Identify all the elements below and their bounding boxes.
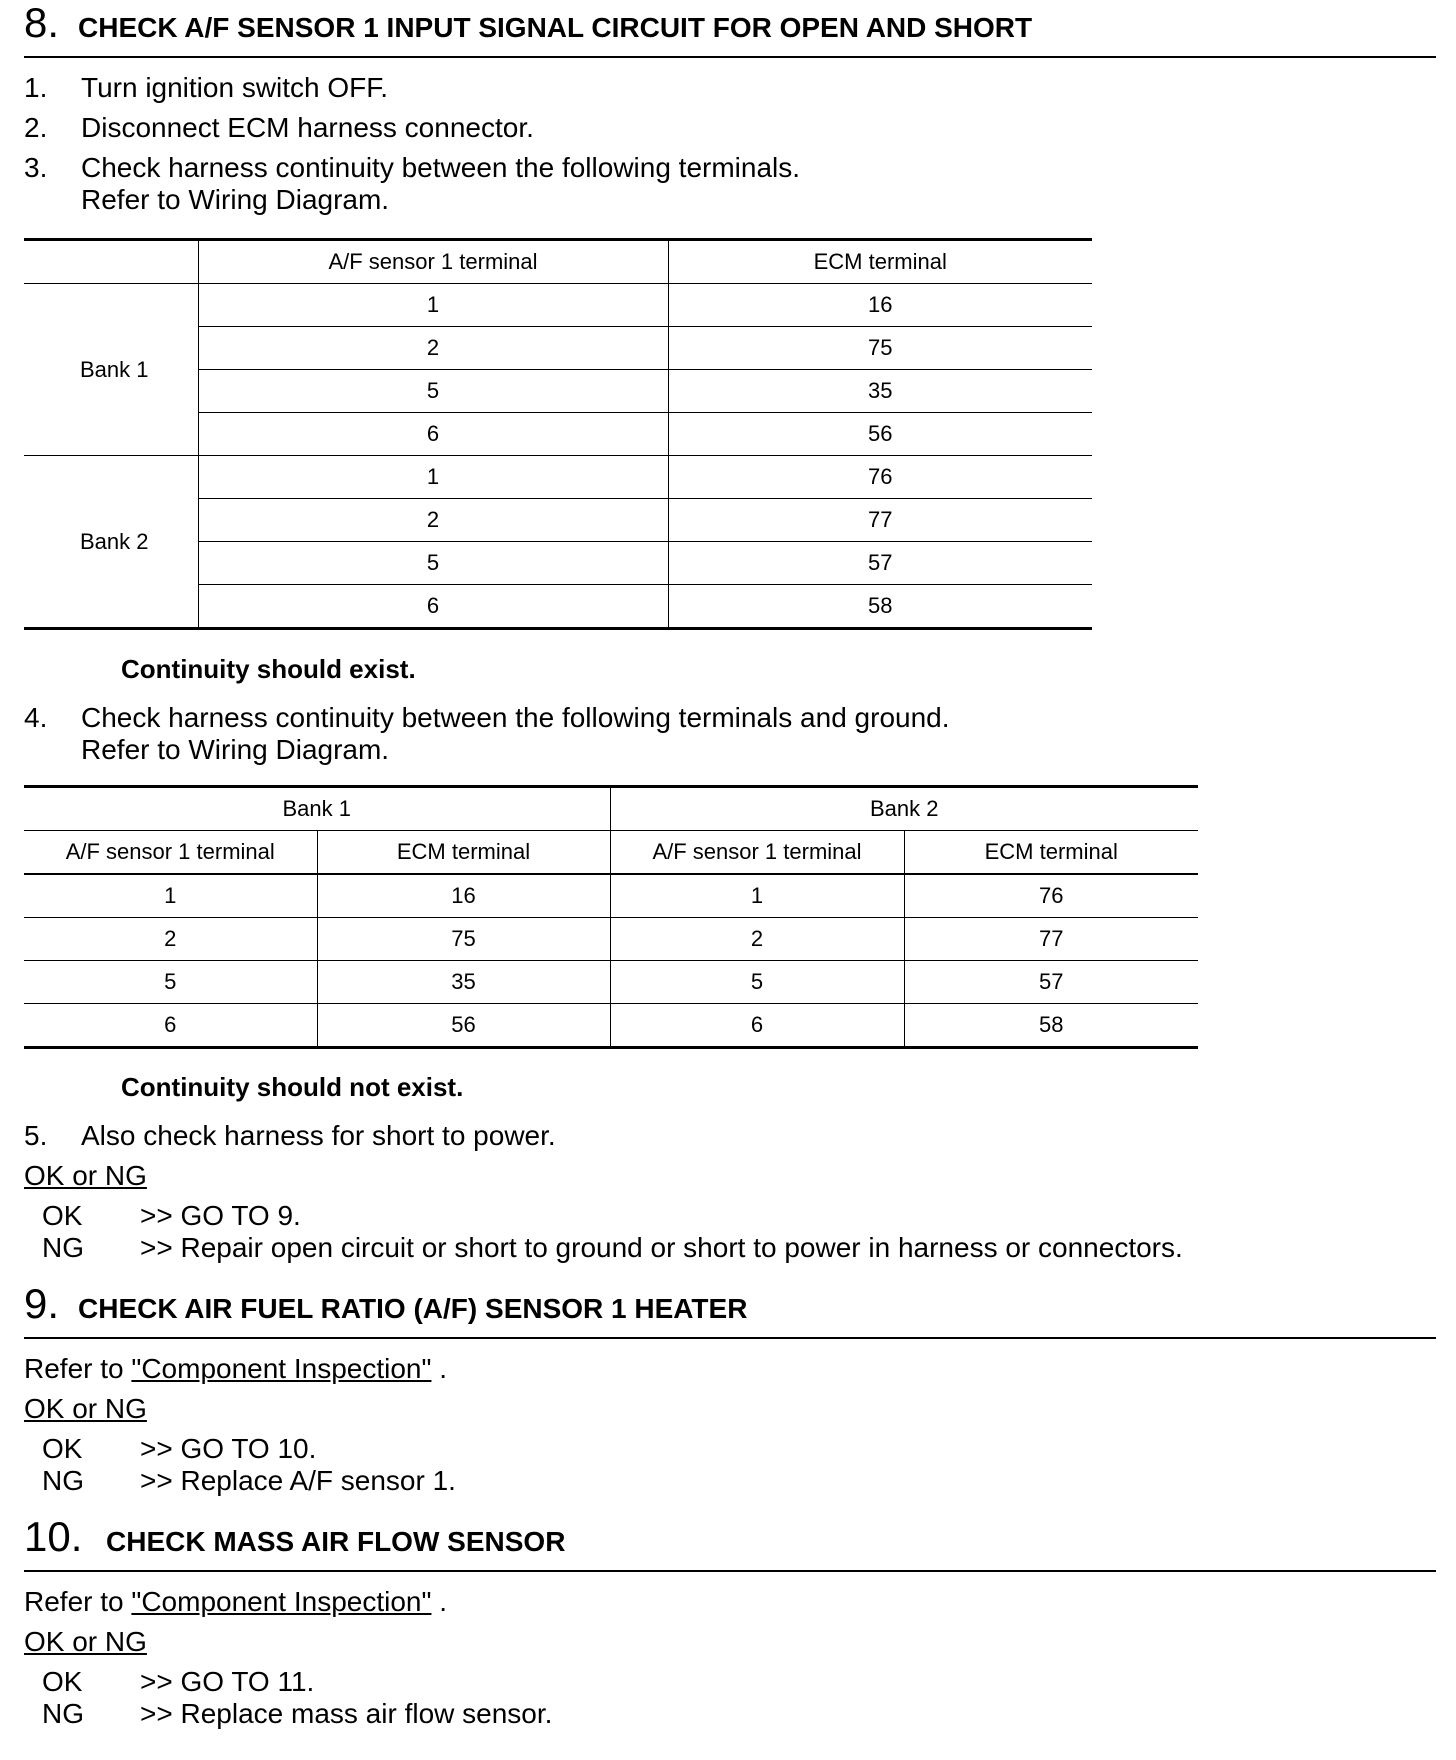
section-number: 8. [24, 0, 60, 46]
ng-label: NG [42, 1232, 84, 1263]
table-row [24, 1004, 1198, 1048]
table-header-cell: A/F sensor 1 terminal [198, 240, 668, 284]
refer-suffix: . [431, 1586, 448, 1617]
table-cell: 76 [668, 456, 1092, 499]
component-inspection-link[interactable]: "Component Inspection" [131, 1586, 432, 1617]
table-cell: 58 [904, 1004, 1198, 1048]
refer-suffix: . [431, 1353, 448, 1384]
table-cell: 1 [198, 456, 668, 499]
table-header-cell: A/F sensor 1 terminal [24, 831, 317, 875]
table-header-row [24, 831, 1198, 875]
table-cell: 6 [198, 585, 668, 629]
section-title: CHECK A/F SENSOR 1 INPUT SIGNAL CIRCUIT FOR OPEN AND SHORT [78, 12, 1033, 43]
step-text: Check harness continuity between the following terminals and ground. [81, 702, 950, 733]
ng-action: >> Replace A/F sensor 1. [140, 1465, 456, 1496]
table-header-cell [24, 240, 198, 284]
step-subtext: Refer to Wiring Diagram. [81, 734, 390, 765]
table-cell: 77 [904, 918, 1198, 961]
table-cell: 6 [610, 1004, 904, 1048]
table-header-cell: ECM terminal [668, 240, 1092, 284]
refer-prefix: Refer to [24, 1586, 124, 1617]
refer-line [24, 1586, 447, 1618]
table-cell: 76 [904, 874, 1198, 918]
table-cell: 58 [668, 585, 1092, 629]
result-note: Continuity should not exist. [121, 1072, 464, 1102]
table-cell: 2 [610, 918, 904, 961]
table-cell: 1 [610, 874, 904, 918]
ok-action: >> GO TO 11. [140, 1666, 315, 1697]
table-cell: 57 [904, 961, 1198, 1004]
result-note: Continuity should exist. [121, 654, 416, 684]
ok-action: >> GO TO 9. [140, 1200, 301, 1231]
component-inspection-link[interactable]: "Component Inspection" [131, 1353, 432, 1384]
table-cell: 2 [198, 327, 668, 370]
table-cell: 56 [317, 1004, 610, 1048]
table-cell: 6 [24, 1004, 317, 1048]
table-cell: 2 [198, 499, 668, 542]
refer-line [24, 1353, 447, 1385]
table-header-cell: ECM terminal [904, 831, 1198, 875]
section-number: 10. [24, 1513, 83, 1560]
section-number: 9. [24, 1280, 60, 1327]
table-group-header: Bank 1 [24, 787, 610, 831]
table-cell: 5 [198, 370, 668, 413]
table-cell: 1 [24, 874, 317, 918]
section-9-heading [24, 1281, 1436, 1339]
continuity-table [24, 238, 1092, 630]
bank-label: Bank 2 [24, 456, 198, 629]
table-cell: 2 [24, 918, 317, 961]
step-number: 3. [24, 152, 48, 183]
step-number: 5. [24, 1120, 48, 1151]
ok-label: OK [42, 1666, 83, 1697]
table-cell: 5 [610, 961, 904, 1004]
table-cell: 75 [668, 327, 1092, 370]
ng-label: NG [42, 1465, 84, 1496]
step-text: Disconnect ECM harness connector. [81, 112, 534, 143]
section-10-heading [24, 1514, 1436, 1572]
ok-or-ng-label: OK or NG [24, 1160, 147, 1191]
step-number: 4. [24, 702, 48, 733]
step-text: Also check harness for short to power. [81, 1120, 556, 1151]
table-cell: 1 [198, 284, 668, 327]
step-text: Turn ignition switch OFF. [81, 72, 389, 103]
ng-action: >> Repair open circuit or short to ground or short to power in harness or connectors. [140, 1232, 1183, 1263]
table-row [24, 284, 1092, 327]
table-row [24, 918, 1198, 961]
table-row [24, 456, 1092, 499]
table-cell: 75 [317, 918, 610, 961]
table-cell: 5 [198, 542, 668, 585]
table-row [24, 961, 1198, 1004]
table-header-cell: ECM terminal [317, 831, 610, 875]
table-cell: 56 [668, 413, 1092, 456]
table-cell: 5 [24, 961, 317, 1004]
ng-action: >> Replace mass air flow sensor. [140, 1698, 553, 1729]
table-group-header: Bank 2 [610, 787, 1198, 831]
table-cell: 16 [668, 284, 1092, 327]
step-number: 1. [24, 72, 48, 103]
ok-label: OK [42, 1200, 83, 1231]
bank-label: Bank 1 [24, 284, 198, 456]
table-header-row [24, 240, 1092, 284]
table-header-cell: A/F sensor 1 terminal [610, 831, 904, 875]
ng-label: NG [42, 1698, 84, 1729]
ok-or-ng-label: OK or NG [24, 1626, 147, 1657]
ok-label: OK [42, 1433, 83, 1464]
ok-or-ng-label: OK or NG [24, 1393, 147, 1424]
table-cell: 16 [317, 874, 610, 918]
step-subtext: Refer to Wiring Diagram. [81, 184, 390, 215]
step-number: 2. [24, 112, 48, 143]
section-title: CHECK MASS AIR FLOW SENSOR [106, 1526, 566, 1557]
table-row [24, 874, 1198, 918]
table-cell: 35 [317, 961, 610, 1004]
refer-prefix: Refer to [24, 1353, 124, 1384]
table-cell: 35 [668, 370, 1092, 413]
table-cell: 57 [668, 542, 1092, 585]
table-group-row [24, 787, 1198, 831]
section-8-heading [24, 0, 1436, 58]
table-cell: 6 [198, 413, 668, 456]
ground-continuity-table [24, 785, 1198, 1049]
table-cell: 77 [668, 499, 1092, 542]
section-title: CHECK AIR FUEL RATIO (A/F) SENSOR 1 HEATER [78, 1293, 748, 1324]
ok-action: >> GO TO 10. [140, 1433, 317, 1464]
step-text: Check harness continuity between the following terminals. [81, 152, 801, 183]
